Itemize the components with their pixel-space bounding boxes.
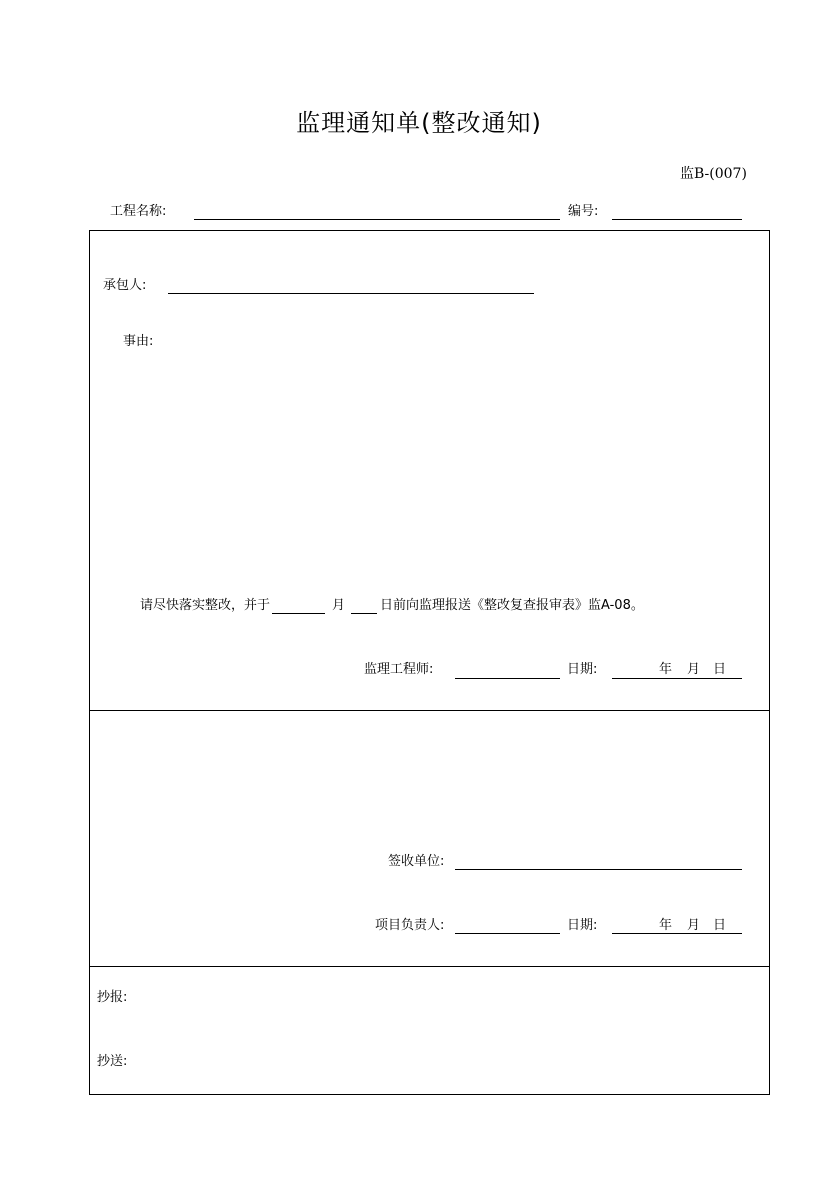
notice-month-label: 月 <box>332 598 346 613</box>
date-label: 日期: <box>567 662 598 677</box>
form-code: 监B-(007) <box>680 166 747 182</box>
section-divider-2 <box>89 966 770 967</box>
date-day: 日 <box>713 918 727 933</box>
date-day: 日 <box>713 662 727 677</box>
notice-day-field[interactable] <box>351 613 377 614</box>
manager-signature-field[interactable] <box>455 933 560 934</box>
section-divider-1 <box>89 710 770 711</box>
project-name-field[interactable] <box>194 219 560 220</box>
engineer-signature-field[interactable] <box>455 678 560 679</box>
notice-text-part2: 日前向监理报送《整改复查报审表》监A-08。 <box>380 598 644 613</box>
reason-area[interactable] <box>160 355 750 575</box>
date-month: 月 <box>687 918 701 933</box>
number-label: 编号: <box>568 204 599 219</box>
receiver-field[interactable] <box>455 869 742 870</box>
cc-send-label: 抄送: <box>97 1054 128 1069</box>
cc-report-label: 抄报: <box>97 990 128 1005</box>
cc-send-field[interactable] <box>140 1049 760 1075</box>
date-year: 年 <box>659 662 673 677</box>
engineer-label: 监理工程师: <box>364 662 434 677</box>
number-field[interactable] <box>612 219 742 220</box>
manager-label: 项目负责人: <box>375 918 445 933</box>
contractor-label: 承包人: <box>103 278 147 293</box>
cc-report-field[interactable] <box>140 985 760 1011</box>
receiver-label: 签收单位: <box>388 854 445 869</box>
date-field[interactable] <box>612 678 742 679</box>
notice-month-field[interactable] <box>272 613 325 614</box>
date-month: 月 <box>687 662 701 677</box>
page-title: 监理通知单(整改通知) <box>296 109 542 137</box>
reason-label: 事由: <box>123 334 154 349</box>
date-year: 年 <box>659 918 673 933</box>
notice-text-part1: 请尽快落实整改，并于 <box>140 598 271 613</box>
contractor-field[interactable] <box>168 293 534 294</box>
date-label: 日期: <box>567 918 598 933</box>
project-name-label: 工程名称: <box>110 204 167 219</box>
